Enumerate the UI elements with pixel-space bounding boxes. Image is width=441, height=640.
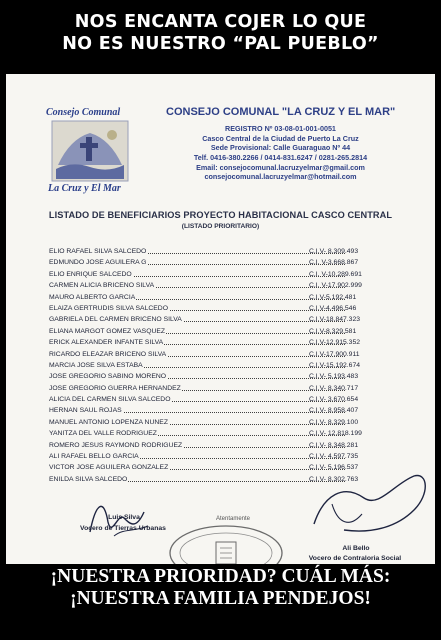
right-signature-icon [304,464,434,544]
beneficiary-name: MARCIA JOSE SILVA ESTABA [49,361,143,369]
beneficiary-name: ELAIZA GERTRUDIS SILVA SALCEDO [49,304,168,312]
beneficiary-id: C.I.V- 8.302.763 [309,475,359,483]
list-item [49,316,399,327]
bottom-line-1: ¡NUESTRA PRIORIDAD? CUÁL MÁS: [50,566,391,587]
list-item [49,407,399,418]
beneficiary-name: MAURO ALBERTO GARCIA [49,293,136,301]
list-item [49,351,399,362]
beneficiary-name: ALICIA DEL CARMEN SILVA SALCEDO [49,396,171,404]
beneficiary-id: C.I.V-5.192.481 [309,293,357,301]
beneficiary-id: C.I. V-10.289.691 [309,270,362,278]
beneficiary-id: C.I.V- 8.348.281 [309,441,359,449]
logo-text-top: Consejo Comunal [46,107,121,118]
email-line-1: Email: consejocomunal.lacruzyelmar@gmail.com [196,163,365,172]
beneficiary-name: ROMERO JESUS RAYMOND RODRIGUEZ [49,441,183,449]
beneficiary-id: C.I.V-12.915.352 [309,339,361,347]
list-item [49,328,399,339]
beneficiary-id: C.I.V- 8.340.717 [309,384,359,392]
beneficiary-name: CARMEN ALICIA BRICEÑO SILVA [49,282,155,290]
list-item [49,453,399,464]
beneficiary-id: C.I.V-15.192.674 [309,361,361,369]
beneficiary-id: C.I.V-4.496.546 [309,304,357,312]
right-signer-role: Vocero de Contraloria Social [308,555,402,562]
list-item [49,294,399,305]
list-item [49,362,399,373]
list-title: LISTADO DE BENEFICIARIOS PROYECTO HABITACIONAL CASCO CENTRAL [48,210,393,220]
list-subtitle: (LISTADO PRIORITARIO) [181,223,260,230]
beneficiary-id: C.I.V- 8.958.407 [309,407,359,415]
registro-line: REGISTRO Nº 03-08-01-001-0051 [225,124,336,133]
list-item [49,430,399,441]
bottom-caption [0,566,441,610]
list-item [49,271,399,282]
list-item [49,419,399,430]
beneficiary-id: C.I.V- 3.670.654 [309,396,359,404]
list-item [49,259,399,270]
list-item [49,282,399,293]
council-name: CONSEJO COMUNAL "LA CRUZ Y EL MAR" [166,106,396,118]
scanned-document [6,74,435,564]
list-item [49,305,399,316]
beneficiary-name: MANUEL ANTONIO LOPENZA NUÑEZ [49,418,168,426]
casco-line: Casco Central de la Ciudad de Puerto La Cruz [202,134,359,143]
left-signer-name: Luis Silva [108,514,140,521]
beneficiary-name: ALI RAFAEL BELLO GARCIA [49,453,139,461]
beneficiary-name: RICARDO ELEAZAR BRICEÑO SILVA [49,350,167,358]
bottom-line-2: ¡NUESTRA FAMILIA PENDEJOS! [70,588,371,609]
beneficiary-name: ELIO ENRIQUE SALCEDO [49,270,132,278]
beneficiary-name: GABRIELA DEL CARMEN BRICEÑO SILVA [49,316,182,324]
top-banner [0,0,441,72]
beneficiary-name: ENILDA SILVA SALCEDO [49,475,128,483]
left-signer-role: Vocero de Tierras Urbanas [80,525,166,532]
beneficiary-id: C.I.V- 4.597.735 [309,453,359,461]
beneficiary-name: ELIANA MARGOT GOMEZ VASQUEZ [49,327,166,335]
beneficiary-id: C.I.V- 12.818.199 [309,430,362,438]
beneficiary-name: ERICK ALEXANDER INFANTE SILVA [49,339,164,347]
beneficiary-id: C.I.V- 5.193.483 [309,373,359,381]
beneficiary-id: C.I.V-8.329.581 [309,327,357,335]
beneficiary-id: C.I. V-3.668.867 [309,259,359,267]
beneficiary-id: C.I.V- 8.329.100 [309,418,359,426]
banner-line-1: NOS ENCANTA COJER LO QUE [74,12,367,32]
list-item [49,385,399,396]
beneficiary-name: EDMUNDO JOSE AGUILERA G [49,259,147,267]
banner-line-2: NO ES NUESTRO “PAL PUEBLO” [62,34,379,54]
logo-text-bottom: La Cruz y El Mar [48,183,121,194]
phone-line: Telf. 0416-380.2266 / 0414-831.6247 / 0281-265.2814 [193,153,368,162]
beneficiary-id: C.I.V-18.847.323 [309,316,361,324]
list-item [49,373,399,384]
beneficiary-id: C.I.V- 5.196.537 [309,464,359,472]
right-signer-name: Ali Bello [342,545,370,552]
list-item [49,442,399,453]
logo-emblem-icon [50,119,130,183]
beneficiary-id: C.I. V-17.902.999 [309,282,362,290]
beneficiary-id: C.I.V-17.900.911 [309,350,360,358]
list-item [49,396,399,407]
list-item [49,339,399,350]
beneficiary-name: VICTOR JOSE AGUILERA GONZALEZ [49,464,169,472]
beneficiary-name: JOSE GREGORIO SABINO MORENO [49,373,167,381]
stamp-header: Atentamente [216,516,251,522]
list-item [49,248,399,259]
email-line-2: consejocomunal.lacruzyelmar@hotmail.com [204,172,357,181]
beneficiary-name: YANITZA DEL VALLE RODRIGUEZ [49,430,157,438]
beneficiary-name: ELIO RAFAEL SILVA SALCEDO [49,248,147,255]
beneficiary-name: HERNAN SAUL ROJAS [49,407,122,415]
sede-line: Sede Provisional: Calle Guaraguao Nº 44 [210,143,351,152]
beneficiary-name: JOSE GREGORIO GUERRA HERNANDEZ [49,384,181,392]
council-logo [46,107,136,195]
beneficiary-id: C.I.V- 8.309.493 [309,248,359,255]
beneficiary-list [49,248,399,487]
